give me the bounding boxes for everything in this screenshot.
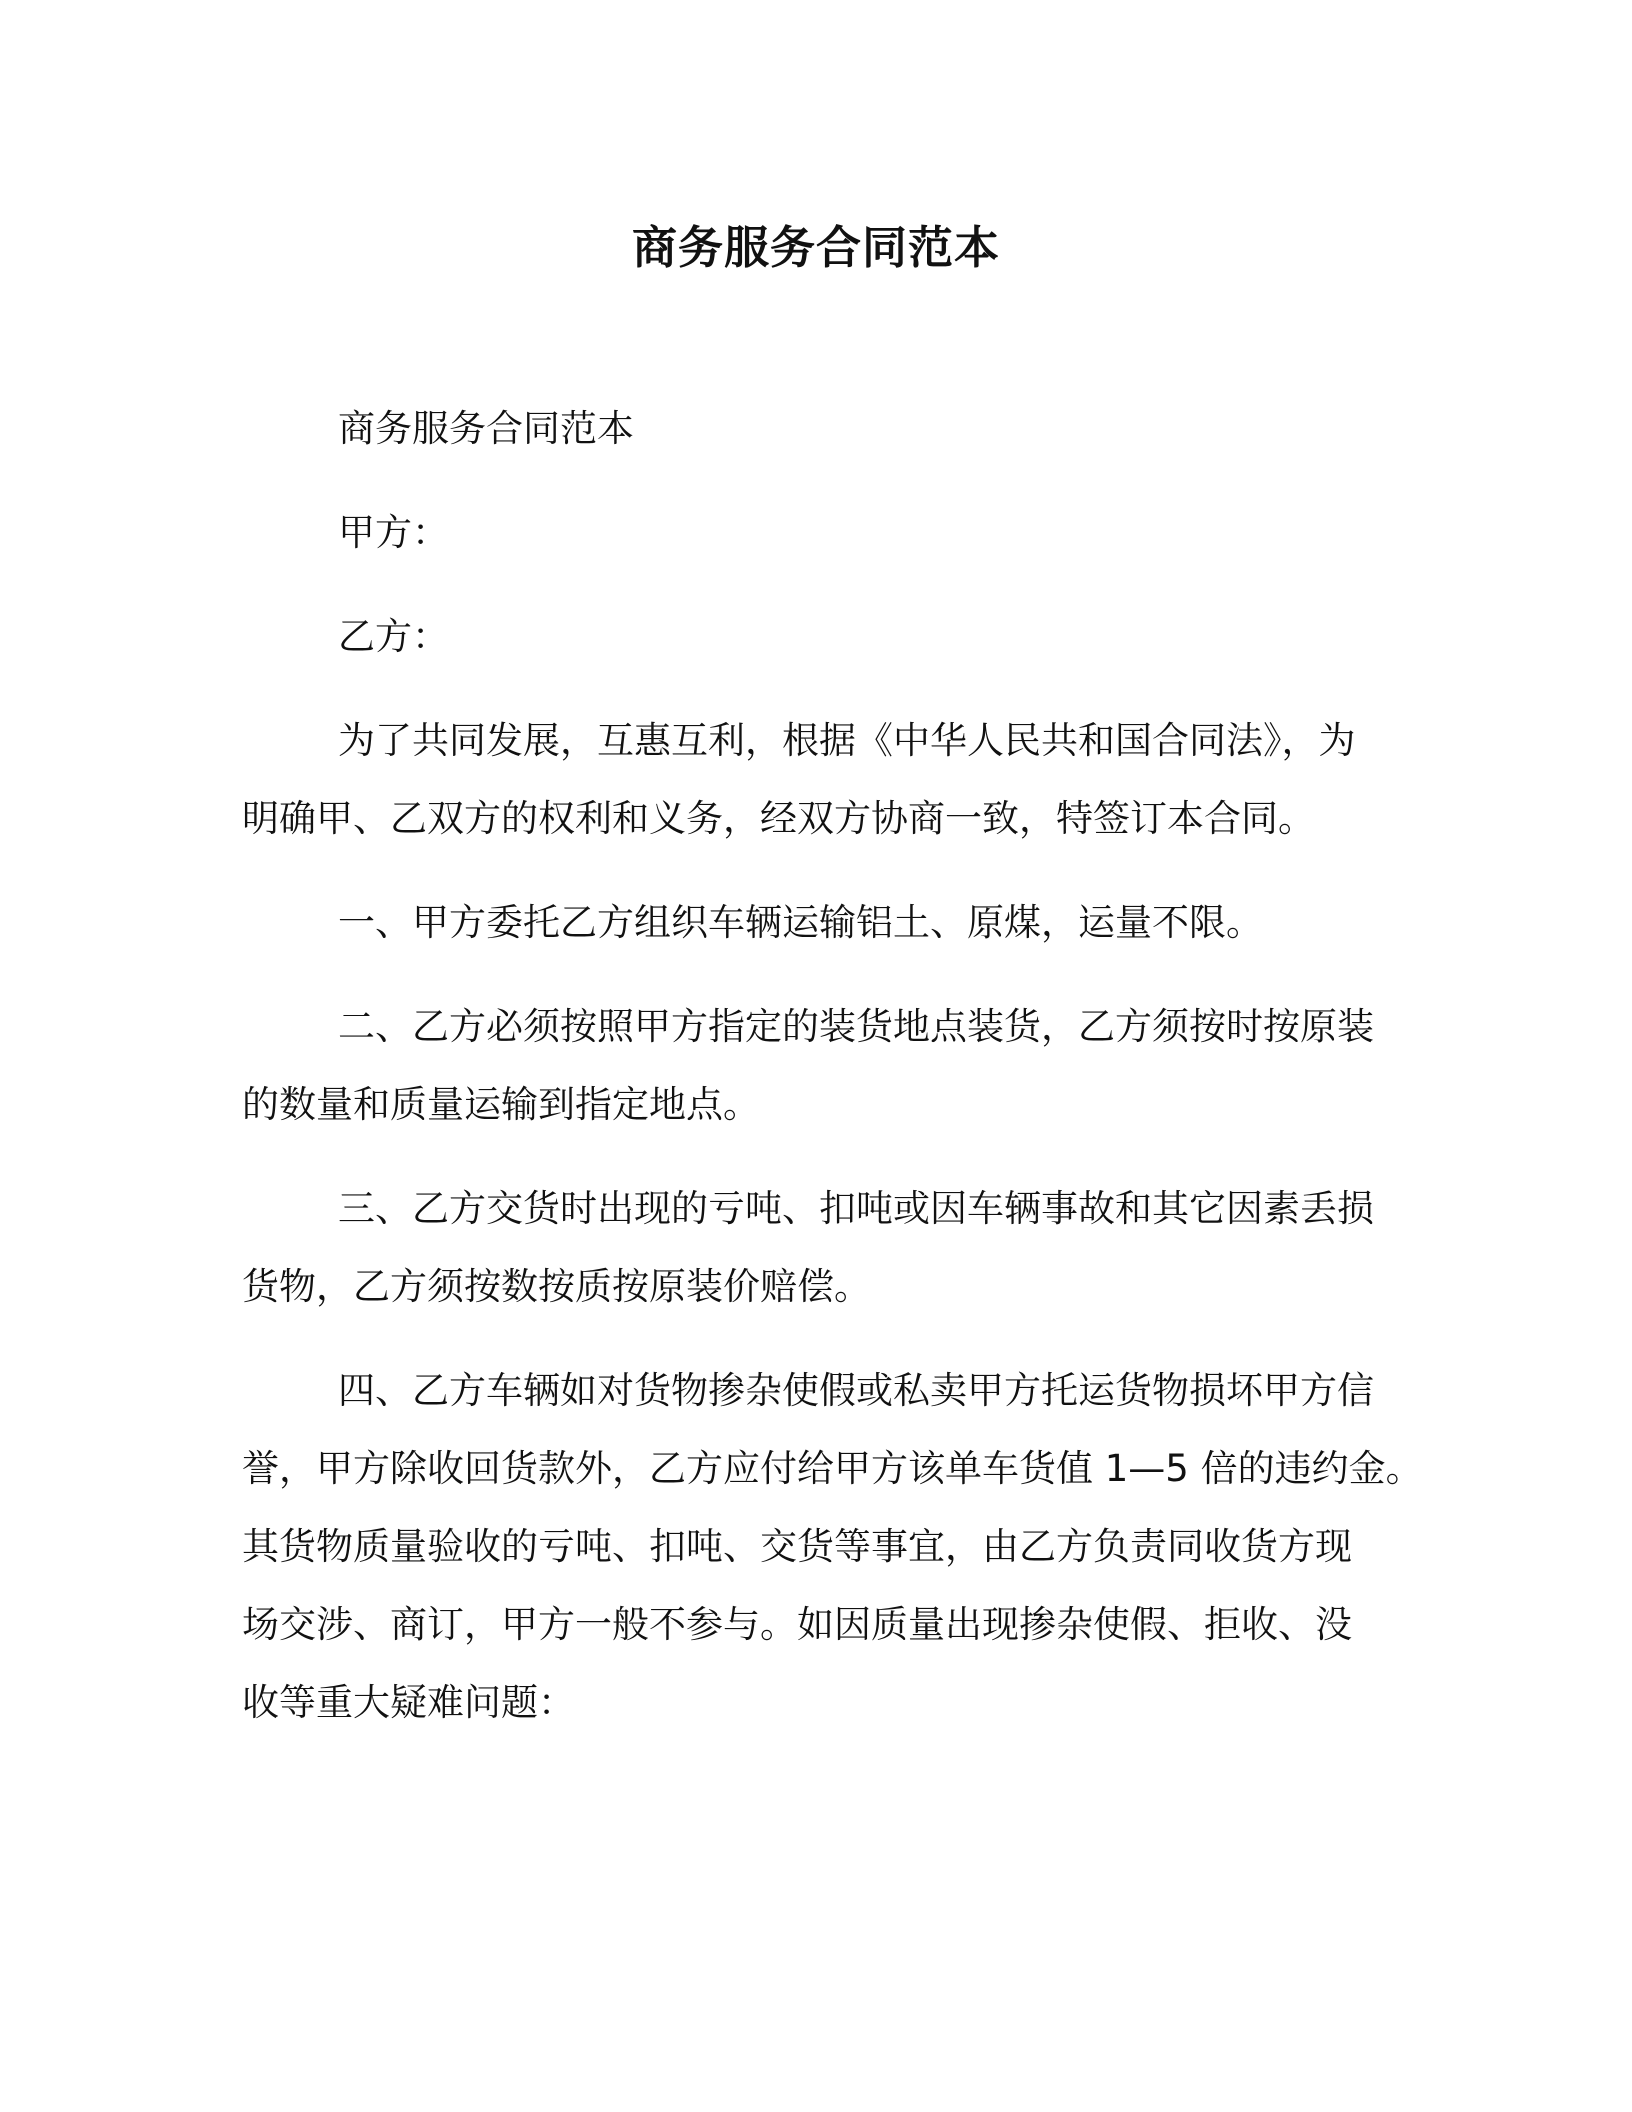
paragraph-line: 一、甲方委托乙方组织车辆运输铝土、原煤，运量不限。 [338,901,1263,944]
paragraph-clause-1 [242,884,1392,962]
party-a-line [242,494,1392,572]
paragraph-line: 为了共同发展，互惠互利，根据《中华人民共和国合同法》，为 [338,719,1356,762]
document-title: 商务服务合同范本 [631,221,1000,274]
party-b-line [242,598,1392,676]
paragraph-line: 二、乙方必须按照甲方指定的装货地点装货，乙方须按时按原装 [338,1005,1374,1048]
paragraph-clause-4 [242,1352,1423,1742]
subtitle-text: 商务服务合同范本 [338,407,634,450]
paragraph-clause-3 [242,1170,1392,1326]
paragraph-line: 誉，甲方除收回货款外，乙方应付给甲方该单车货值 1—5 倍的违约金。 [242,1447,1423,1490]
paragraph-line: 货物，乙方须按数按质按原装价赔偿。 [242,1265,871,1308]
paragraph-line: 其货物质量验收的亏吨、扣吨、交货等事宜，由乙方负责同收货方现 [242,1525,1352,1568]
paragraph-preamble [242,702,1392,858]
party-a-label: 甲方： [338,511,449,554]
paragraph-line: 三、乙方交货时出现的亏吨、扣吨或因车辆事故和其它因素丢损 [338,1187,1374,1230]
paragraph-line: 收等重大疑难问题： [242,1681,575,1724]
party-b-label: 乙方： [338,615,449,658]
paragraph-line: 的数量和质量运输到指定地点。 [242,1083,760,1126]
paragraph-line: 四、乙方车辆如对货物掺杂使假或私卖甲方托运货物损坏甲方信 [338,1369,1374,1412]
paragraph-line: 场交涉、商订，甲方一般不参与。如因质量出现掺杂使假、拒收、没 [242,1603,1352,1646]
paragraph-clause-2 [242,988,1392,1144]
paragraph-line: 明确甲、乙双方的权利和义务，经双方协商一致，特签订本合同。 [242,797,1315,840]
document-subtitle [242,390,1392,468]
document-body [242,390,1423,1742]
